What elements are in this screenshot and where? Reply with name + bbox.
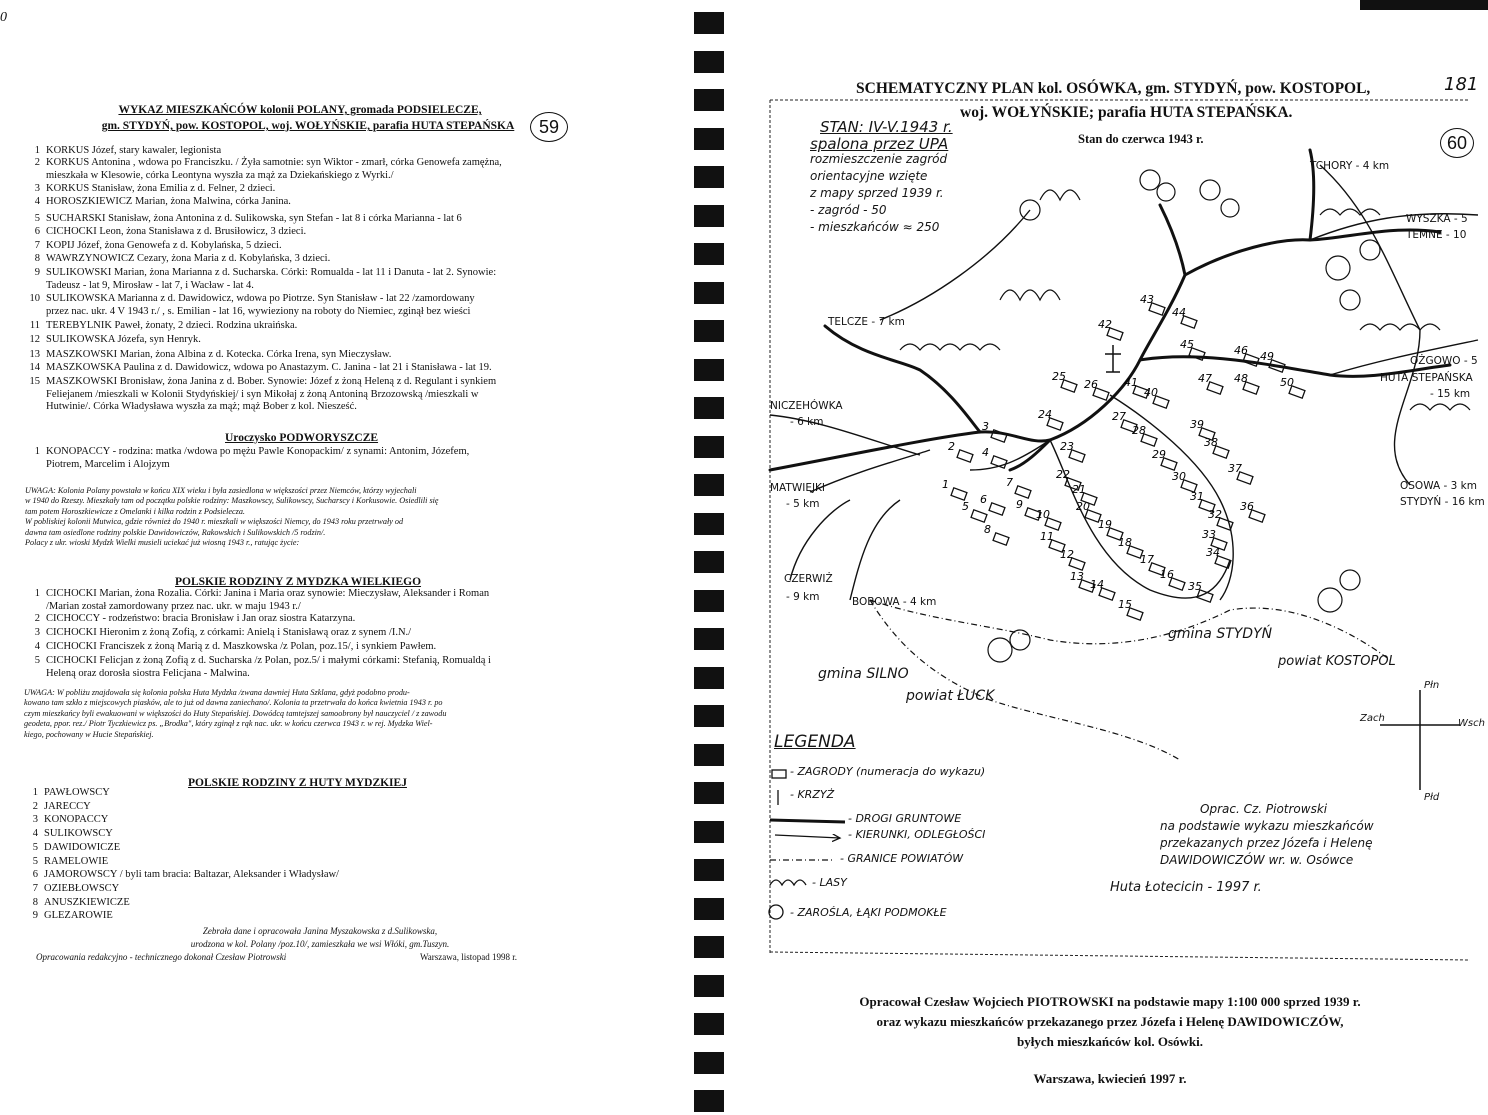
road-north-branch (1160, 205, 1185, 275)
legend-house-symbol (772, 770, 786, 778)
binding-ring (694, 898, 724, 920)
entry-text: SULIKOWSKA Józefa, syn Henryk. (46, 334, 201, 345)
house-number: 3 (982, 420, 989, 433)
road-main-north (770, 230, 1440, 470)
legend-item-directions: - KIERUNKI, ODLEGŁOŚCI (848, 828, 986, 841)
entry-text: ANUSZKIEWICZE (44, 896, 130, 908)
huta-family (24, 813, 384, 827)
house-number: 25 (1052, 370, 1066, 383)
entry-text: SULIKOWSCY (44, 828, 113, 840)
author-note-line: DAWIDOWICZÓW wr. w. Osówce (1160, 853, 1354, 867)
entry-text: CICHOCKI Hieronim z żoną Zofią, z córkami: Anielą i Stanisławą oraz z synem /I.N./ (46, 627, 412, 638)
binding-ring (694, 205, 724, 227)
direction-label: - 6 km (790, 416, 824, 428)
entry-text: SULIKOWSKI Marian, żona Marianna z d. Sucharska. Córki: Romualda - lat 11 i Danuta - lat 2. Synowie: Tadeusz - lat 9, Mirosław - lat 7, i Wacław - lat 4. (46, 267, 497, 291)
binding-ring (694, 89, 724, 111)
right-page (730, 0, 1488, 1115)
entry-text: KORKUS Stanisław, żona Emilia z d. Felner, 2 dzieci. (46, 183, 276, 194)
house-number: 19 (1098, 518, 1112, 531)
house-number: 29 (1152, 448, 1166, 461)
entry-text: JAMOROWSCY / byli tam bracia: Baltazar, Aleksander i Władysław/ (44, 869, 339, 881)
thicket-3 (1200, 180, 1220, 200)
cross-symbol (1105, 345, 1121, 372)
huta-family (24, 800, 384, 814)
entry-text: TEREBYLNIK Paweł, żonaty, 2 dzieci. Rodzina ukraińska. (46, 320, 298, 331)
entry-number: 6 (32, 869, 38, 881)
entry-text: KONOPACCY (44, 814, 109, 826)
footer-collector: Zebrała dane i opracowała Janina Myszakowska z d.Sulikowska, urodzona w kol. Polany /poz.10/, zamieszkała we wsi Włóki, gm.Tuszyn. (190, 926, 450, 949)
house-number: 44 (1172, 306, 1186, 319)
label-gmina-stydyn: gmina STYDYŃ (1168, 626, 1273, 642)
binding-ring (694, 936, 724, 958)
thicket-2 (1157, 183, 1175, 201)
house-number: 31 (1190, 490, 1204, 503)
footer-date: Warszawa, listopad 1998 r. (420, 952, 518, 962)
map-status: Stan do czerwca 1943 r. (1078, 132, 1204, 146)
residents-title-line2: gm. STYDYŃ, pow. KOSTOPOL, woj. WOŁYŃSKIE, parafia HUTA STEPAŃSKA (101, 120, 515, 132)
forest-6 (1040, 190, 1080, 200)
huta-family (24, 841, 384, 855)
note-huta-mydzka: UWAGA: W pobliżu znajdowała się kolonia polska Huta Mydzka /zwana dawniej Huta Szklana, gdyż podobno produ- kowano tam szkło z miejscowych piasków, ale to już od dawna zaniechano/. Kolonia ta przetrwała do końca kwietnia 1943 r. po czym mieszkańcy byli ewakuowani w większości do Huty Stepańskiej. Dowódcą tamtejszej samoobrony był nauczyciel / z zawodu geodeta, ppor. rez./ Piotr Tyczkiewicz ps. „Brodka", który zginął z rąk nac. ukr. w końcu czerwca 1943 r. w rej. Mydzka Wiel- kiego, pochowany w Hucie Stepańskiej. (24, 688, 447, 739)
binding-ring (694, 166, 724, 188)
thicket-9 (988, 638, 1012, 662)
entry-text: GLEZAROWIE (44, 910, 113, 922)
page-badge-left: 59 (530, 112, 568, 142)
arrow-matwiejki (810, 450, 930, 492)
house-number: 41 (1124, 376, 1138, 389)
arrow-bobowa (850, 500, 900, 600)
forest-1 (900, 344, 1000, 350)
author-note-line: Oprac. Cz. Piotrowski (1200, 802, 1328, 816)
entry-text: SULIKOWSKA Marianna z d. Dawidowicz, wdowa po Piotrze. Syn Stanisław - lat 22 /zamordowany przez nac. ukr. 4 V 1943 r./ , s. Emilian - lat 16, wywieziony na roboty do Niemiec, zginął bez wieści (46, 293, 475, 317)
legend-item-thickets: - ZAROŚLA, ŁĄKI PODMOKŁE (790, 906, 947, 919)
house-number: 6 (980, 493, 987, 506)
house-marker (989, 503, 1005, 515)
direction-label: BOBOWA - 4 km (852, 596, 937, 608)
house-number: 35 (1188, 580, 1202, 593)
direction-label: HUTA STEPAŃSKA (1380, 372, 1473, 384)
handwritten-note-line: rozmieszczenie zagród (810, 152, 948, 166)
thicket-6 (1326, 256, 1350, 280)
entry-text: KORKUS Antonina , wdowa po Franciszku. / Żyła samotnie: syn Wiktor - zmarł, córka Genowefa zamężna, mieszkała w Klesowie, córka Leontyna wyszła za mąż za Dziekańskiego z Wyrki./ (46, 157, 502, 181)
handwritten-note-line: - zagród - 50 (810, 203, 887, 217)
legend-title: LEGENDA (774, 732, 856, 752)
house-number: 13 (1070, 570, 1084, 583)
binding-ring (694, 359, 724, 381)
entry-number: 12 (29, 334, 40, 345)
legend-item-roads: - DROGI GRUNTOWE (848, 812, 962, 825)
house-number: 48 (1234, 372, 1248, 385)
house-marker (991, 456, 1007, 468)
house-number: 43 (1140, 293, 1154, 306)
house-number: 7 (1006, 476, 1013, 489)
thicket-12 (1340, 570, 1360, 590)
binding-ring (694, 320, 724, 342)
legend-item-cross: - KRZYŻ (790, 788, 835, 801)
house-number: 21 (1072, 483, 1086, 496)
binding-ring (694, 782, 724, 804)
house-number: 20 (1076, 500, 1090, 513)
handwritten-note-line: orientacyjne wzięte (810, 169, 928, 183)
direction-label: OSOWA - 3 km (1400, 480, 1477, 492)
house-number: 15 (1118, 598, 1132, 611)
house-number: 22 (1056, 468, 1070, 481)
entry-number: 4 (34, 641, 40, 652)
direction-label: - 9 km (786, 591, 820, 603)
huta-family (24, 896, 384, 910)
entry-number: 4 (32, 828, 38, 840)
arrow-czerwiz (790, 500, 850, 580)
compass (1380, 690, 1460, 790)
legend-road-symbol (770, 820, 845, 822)
huta-family (24, 909, 384, 923)
house-number: 34 (1206, 546, 1220, 559)
handwritten-note-line: STAN: IV-V.1943 r. (820, 118, 953, 136)
entry-text: CICHOCKI Felicjan z żoną Zofią z d. Sucharska /z Polan, poz.5/ i małymi córkami: Stefanią, Romualdą i Heleną oraz dorosła siostra Felicjana - Malwina. (46, 655, 491, 679)
direction-label: TELCZE - 7 km (828, 316, 905, 328)
legend-thicket-symbol (769, 905, 783, 919)
house-number: 14 (1090, 578, 1104, 591)
house-number: 49 (1260, 350, 1274, 363)
entry-number: 8 (34, 253, 40, 264)
entry-number: 8 (32, 896, 38, 908)
binding-ring (694, 128, 724, 150)
binding-ring (694, 1090, 724, 1112)
entry-text: CICHOCKI Franciszek z żoną Marią z d. Maszkowska /z Polan, poz.15/, i synkiem Pawłem. (46, 641, 437, 652)
house-number: 42 (1098, 318, 1112, 331)
thicket-8 (1340, 290, 1360, 310)
note-polany: UWAGA: Kolonia Polany powstała w końcu XIX wieku i była zasiedlona w większości przez Niemców, którzy wyjechali w 1940 do Rzeszy. Mieszkały tam od początku polskie rodziny: Maszkowscy, Sulikowscy, Sucharscy i Korkusowie. Osiedlili się tam potem Horoszkiewicze z Omelanki i kilka rodzin z Podsielecza. W pobliskiej kolonii Mutwica, gdzie również do 1940 r. mieszkali w większości Niemcy, do 1943 roku przetrwały od dawna tam osiedlone rodziny polskie Dawidowiczów, Rakowskich i Sulikowskich /5 rodzin/. Polacy z ukr. wioski Mydzk Wielki musieli uciekać już wiosną 1943 r., ratując życie: (25, 486, 439, 548)
entry-text: MASZKOWSKA Paulina z d. Dawidowicz, wdowa po Anastazym. C. Janina - lat 21 i Stanisława - lat 19. (46, 362, 492, 373)
binding-ring (694, 282, 724, 304)
binding-ring (694, 590, 724, 612)
direction-label: - 15 km (1430, 388, 1471, 400)
entry-number: 10 (29, 293, 40, 304)
direction-label: STYDYŃ - 16 km (1400, 496, 1485, 508)
house-number: 10 (1036, 508, 1050, 521)
legend-arrow-symbol (775, 835, 840, 838)
house-number: 23 (1060, 440, 1074, 453)
entry-text: WAWRZYNOWICZ Cezary, żona Maria z d. Kobylańska, 3 dzieci. (46, 253, 331, 264)
house-number: 45 (1180, 338, 1194, 351)
section-huta: POLSKIE RODZINY Z HUTY MYDZKIEJ (188, 777, 407, 789)
entry-number: 1 (34, 588, 40, 599)
house-marker (1015, 486, 1031, 498)
thicket-7 (1360, 240, 1380, 260)
entry-number: 3 (34, 183, 40, 194)
house-number: 17 (1140, 553, 1154, 566)
binding-ring (694, 1052, 724, 1074)
house-number: 16 (1160, 568, 1174, 581)
house-number: 50 (1280, 376, 1294, 389)
house-marker (951, 488, 967, 500)
binding-ring (694, 975, 724, 997)
thicket-11 (1318, 588, 1342, 612)
binding-ring (694, 474, 724, 496)
house-number: 24 (1038, 408, 1052, 421)
entry-number: 5 (32, 841, 38, 853)
entry-number: 2 (34, 613, 40, 624)
compass-east: Wsch (1458, 718, 1485, 729)
direction-label: TCHORY - 4 km (1310, 160, 1390, 172)
direction-label: MATWIEJKI (770, 482, 826, 494)
legend-item-forests: - LASY (812, 876, 847, 889)
legend-forest-symbol (770, 880, 806, 885)
house-number: 36 (1240, 500, 1254, 513)
entry-number: 1 (34, 145, 40, 156)
binding-ring (694, 51, 724, 73)
house-number: 18 (1118, 536, 1132, 549)
entry-text: KONOPACCY - rodzina: matka /wdowa po mężu Pawle Konopackim/ z synami: Antonim, Józefem, Piotrem, Marcelim i Alojzym (46, 446, 470, 470)
house-number: 38 (1204, 436, 1218, 449)
entry-number: 4 (34, 196, 40, 207)
author-note-line: na podstawie wykazu mieszkańców (1160, 819, 1374, 833)
district-border (870, 600, 1390, 760)
house-number: 32 (1208, 508, 1222, 521)
entry-text: HOROSZKIEWICZ Marian, żona Malwina, córka Janina. (46, 196, 291, 207)
house-number: 40 (1144, 386, 1158, 399)
direction-label: OŻGOWO - 5 (1410, 355, 1478, 367)
handwritten-note-line: spalona przez UPA (810, 135, 949, 153)
left-page (0, 0, 660, 1115)
entry-text: SUCHARSKI Stanisław, żona Antonina z d. Sulikowska, syn Stefan - lat 8 i córka Marianna - lat 6 (46, 213, 462, 224)
label-powiat-kostopol: powiat KOSTOPOL (1278, 654, 1396, 669)
entry-number: 6 (34, 226, 40, 237)
entry-text: JARECCY (44, 800, 91, 812)
entry-number: 11 (29, 320, 40, 331)
compass-north: Płn (1424, 680, 1440, 691)
direction-label: CZERWIŻ (784, 573, 833, 585)
huta-family (24, 855, 384, 869)
entry-number: 3 (32, 814, 38, 826)
entry-number: 7 (32, 882, 38, 894)
huta-family (24, 882, 384, 896)
entry-text: PAWŁOWSCY (44, 787, 110, 798)
handwritten-note-line: - mieszkańców ≈ 250 (810, 220, 940, 234)
residents-title-line1: WYKAZ MIESZKAŃCÓW kolonii POLANY, gromada PODSIELECZE, (118, 104, 482, 116)
binding-ring (694, 551, 724, 573)
credit-line2: oraz wykazu mieszkańców przekazanego przez Józefa i Helenę DAWIDOWICZÓW, (876, 1014, 1344, 1029)
entry-number: 7 (34, 240, 40, 251)
binding-ring (694, 705, 724, 727)
house-number: 33 (1202, 528, 1216, 541)
page-badge-right: 60 (1440, 128, 1474, 158)
handwritten-note-line: z mapy sprzed 1939 r. (810, 186, 944, 200)
house-number: 5 (962, 500, 969, 513)
direction-label: WYSZKA - 5 (1406, 213, 1468, 225)
compass-south: Płd (1424, 792, 1440, 803)
direction-label: TEMNE - 10 (1406, 229, 1467, 241)
entry-number: 15 (29, 376, 40, 387)
entry-text: KOPIJ Józef, żona Genowefa z d. Kobylańska, 5 dzieci. (46, 240, 282, 251)
credit-line3: byłych mieszkańców kol. Osówki. (1017, 1034, 1203, 1049)
entry-number: 14 (29, 362, 40, 373)
direction-label: NICZEHÓWKA (770, 400, 843, 412)
credit-date: Warszawa, kwiecień 1997 r. (1033, 1071, 1187, 1086)
legend-item-houses: - ZAGRODY (numeracja do wykazu) (790, 765, 986, 778)
section-podworyszcze: Uroczysko PODWORYSZCZE (225, 432, 379, 444)
map-title-line1: SCHEMATYCZNY PLAN kol. OSÓWKA, gm. STYDYŃ, pow. KOSTOPOL, (856, 80, 1371, 97)
section-mydzk: POLSKIE RODZINY Z MYDZKA WIELKIEGO (175, 576, 422, 588)
house-number: 9 (1016, 498, 1023, 511)
compass-west: Zach (1360, 713, 1385, 724)
house-marker (991, 430, 1007, 442)
entry-number: 1 (32, 787, 38, 798)
entry-text: CICHOCKI Marian, żona Rozalia. Córki: Janina i Maria oraz synowie: Mieczysław, Aleksander i Roman /Marian został zamordowany przez nac. ukr. w maju 1943 r./ (46, 588, 490, 612)
label-powiat-luck: powiat ŁUCK (906, 688, 995, 704)
binding-ring (694, 628, 724, 650)
house-number: 26 (1084, 378, 1098, 391)
road-telcze (825, 326, 980, 432)
house-number: 28 (1132, 424, 1146, 437)
entry-number: 2 (34, 157, 40, 168)
forest-3 (1360, 324, 1440, 330)
entry-number: 5 (34, 655, 40, 666)
entry-text: KORKUS Józef, stary kawaler, legionista (46, 145, 222, 156)
direction-label: - 5 km (786, 498, 820, 510)
house-number: 47 (1198, 372, 1212, 385)
entry-text: OZIEBŁOWSCY (44, 882, 120, 894)
binding-ring (694, 667, 724, 689)
huta-family (24, 827, 384, 841)
thicket-1 (1140, 170, 1160, 190)
binding-ring (694, 12, 724, 34)
binding-ring (694, 397, 724, 419)
forest-4 (1410, 404, 1470, 410)
binding-ring (694, 243, 724, 265)
entry-number: 13 (29, 349, 40, 360)
entry-text: RAMELOWIE (44, 855, 109, 867)
huta-family (24, 868, 384, 882)
house-marker (957, 450, 973, 462)
thicket-10 (1010, 630, 1030, 650)
entry-text: CICHOCCY - rodzeństwo: bracia Bronisław i Jan oraz siostra Katarzyna. (46, 613, 356, 624)
forest-2 (1320, 209, 1380, 215)
thicket-4 (1221, 199, 1239, 217)
house-number: 46 (1234, 344, 1248, 357)
entry-number: 5 (34, 213, 40, 224)
entry-text: MASZKOWSKI Marian, żona Albina z d. Kotecka. Córka Irena, syn Mieczysław. (46, 349, 392, 360)
house-number: 27 (1112, 410, 1126, 423)
entry-number: 2 (32, 800, 38, 812)
binding-ring (694, 821, 724, 843)
binding-ring (694, 513, 724, 535)
entry-number: 5 (32, 855, 38, 867)
house-number: 1 (942, 478, 949, 491)
label-gmina-silno: gmina SILNO (818, 666, 909, 682)
footer-editor: Opracowania redakcyjno - technicznego dokonał Czesław Piotrowski (36, 952, 287, 962)
house-marker (993, 533, 1009, 545)
legend-item-borders: - GRANICE POWIATÓW (840, 852, 964, 865)
house-marker (971, 510, 987, 522)
entry-number: 9 (34, 267, 40, 278)
entry-text: CICHOCKI Leon, żona Stanisława z d. Brusiłowicz, 3 dzieci. (46, 226, 307, 237)
binding-ring (694, 859, 724, 881)
map-title-line2: woj. WOŁYŃSKIE; parafia HUTA STEPAŃSKA. (960, 104, 1293, 121)
page-marker: 0 (0, 10, 7, 25)
house-number: 30 (1172, 470, 1186, 483)
forest-5 (1000, 290, 1060, 300)
entry-number: 3 (34, 627, 40, 638)
binding-ring (694, 436, 724, 458)
house-number: 8 (984, 523, 991, 536)
map-frame-bottom (770, 952, 1470, 960)
huta-family (24, 786, 384, 800)
credit-line1: Opracował Czesław Wojciech PIOTROWSKI na podstawie mapy 1:100 000 sprzed 1939 r. (859, 994, 1361, 1009)
binding-ring (694, 1013, 724, 1035)
house-number: 39 (1190, 418, 1204, 431)
house-number: 11 (1040, 530, 1054, 543)
house-number: 4 (982, 446, 989, 459)
entry-number: 1 (34, 446, 40, 457)
author-place: Huta Łotecicin - 1997 r. (1110, 880, 1262, 895)
house-number: 37 (1228, 462, 1242, 475)
house-number: 2 (948, 440, 955, 453)
entry-number: 9 (32, 910, 38, 922)
entry-text: MASZKOWSKI Bronisław, żona Janina z d. Bober. Synowie: Józef z żoną Heleną z d. Regulant i synkiem Feliejanem /mieszkali w Kolonii Stydyńskiej/ i syn Mikołaj z żoną Antoniną Brzozowską /mieszkali w Hutwinie/. Córka Władysława wyszła za mąż; mąż Bober z kol. Niesześć. (46, 376, 497, 413)
house-number: 12 (1060, 548, 1074, 561)
page-number: 181 (1444, 74, 1479, 95)
entry-text: DAWIDOWICZE (44, 841, 121, 853)
author-note-line: przekazanych przez Józefa i Helenę (1160, 836, 1373, 850)
binding-ring (694, 744, 724, 766)
